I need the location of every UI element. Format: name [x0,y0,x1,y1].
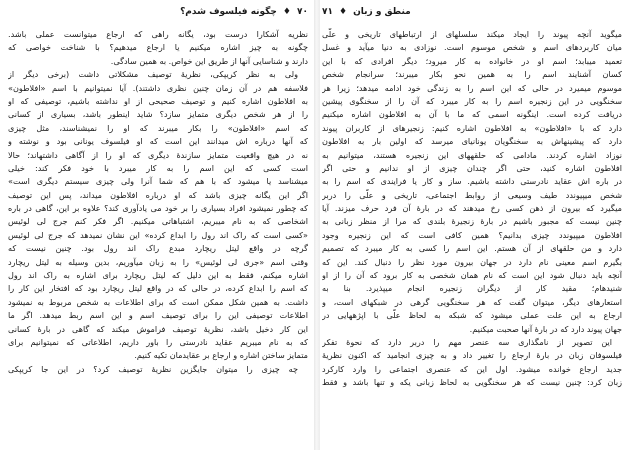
header-bullet: ♦ [282,7,291,17]
text-line: ولی به نظر کریپکی، نظریهٔ توصیف مشکلاتی داشت (برخی دیگر از [8,69,298,80]
page-header [8,0,308,20]
text-line: گرچه در واقع لیتل ریچارد مبدع راک اند رول بود. چنین نیست که [8,243,308,254]
text-line: وقتی اسم «جری لی لوئیس» را به زبان میآوریم، بدین وسیله به لیتل ریچارد [8,256,308,267]
text-line: دارد که با «افلاطون» به افلاطون اشاره کنیم: زنجیرهای از کاربران پیوند [322,122,622,133]
text-line: میگوید آنچه پیوند را ایجاد میکند سلسلهای از ارتباطهای تاریخی و علّی [322,29,622,39]
book-gutter [314,0,320,450]
text-line: زبان کرد: چنین نیست که هر سخنگویی به لحاظ زبانی یکه و تنها باشد و فقط [322,377,622,388]
text-line: فلاسفه هم در آن زمان چنین نظری داشتند). آیا نمیتوانیم با اسم «افلاطون» [8,82,308,93]
text-line: «کسی است که راک اند رول را ابداع کرده» این نشان نمیدهد که جرج لی لوئیس [8,229,308,240]
text-line: آنچه باید دنبال شود این است که نام همان شخصی به کار برود که آن را از او [322,270,622,281]
chapter-title: منطق و زبان [353,7,411,17]
text-line: افلاطون اشاره کنید، حتی اگر چندان چیزی از او ندانیم و حتی اگر [322,162,622,173]
text-line: این کار دخیل باشد، نظریهٔ توصیف فراموش میکند که گاهی در بارهٔ کسانی [8,323,308,334]
text-line: که آنها درباره اش میدانند این است که او فیلسوف یونانی بود و نوشته و [8,136,308,147]
text-line: نوزاد اشاره کردند. مادامی که حلقههای این زنجیره هستند، میتوانیم به [322,149,622,160]
text-line: که اسم را ابداع کرده، در حالی که در واقع لیتل ریچارد بود که افتخار این کار را [8,283,308,294]
text-line: نه در هیچ واقعیت متمایز سازندهٔ دیگری که او را از آگاهی داشتهاند؛ حالا [8,149,308,160]
page-number: ۷۰ [297,7,308,17]
text-line: دارند و شناسایی آنها از طریق این خواص. به همین سادگی. [110,55,308,66]
text-line: استعارهای دیگر، میتوان گفت که هر سخنگویی گرهی در شبکهای است، و [322,296,622,307]
text-line: که چطور نمیشود افراد بسیاری را بر خود می یادآوری کند؟ علاوه بر این، گاهی در باره [8,203,308,214]
text-line: تعمید میبابد؛ اسم او در خانواده به کار میرود؛ دیگر افرادی که با این [322,55,622,66]
text-line: میگیرد که بیرون از ذهن کسی رخ میدهند که در بارهٔ آن فرد حرف میزند. آیا [322,203,622,214]
text-line: ارجاع به این علت عملی میشود که شبکه به لحاظ علّی با اپژههایی در [322,310,622,321]
page-body [8,28,308,376]
text-line: دارد و من حلقهای از آن هستم. این اسم را کسی به کار میبرد که تصمیم [322,243,622,254]
text-line: اگر این یگانه چیزی باشد که او درباره افلاطون میداند، پس این توصیف [8,189,308,200]
right-page [322,0,622,450]
text-line: کسان آشنایند اسم را به همین نحو بکار میبرند؛ سرانجام شخص [322,69,622,80]
text-line: دریافت کرده است. اینگونه اسمی که ما با آن به افلاطون اشاره میکنیم [322,109,622,120]
page-body [322,28,622,390]
text-line: متمایز ساختن اشاره و ارجاع بر عقایدمان تکیه کنیم. [134,350,308,361]
text-line: میشناسد یا میشود که با هم که شما آنرا ولی چیزی سیستم دیگری است» [8,176,308,187]
text-line: موسوم میمیرد در حالی که این اسم را به زندگی خود ادامه میدهد؛ زیرا هر [322,82,622,93]
text-line: در باره اش عقاید نادرستی داشته باشیم. ساز و کار یا فرایندی که اسم را به [322,176,622,187]
left-page [8,0,308,450]
header-bullet: ♦ [339,7,348,17]
text-line: سخنگویی در این زنجیره اسم را به کار میبرد که آن را از سخنگوی پیشین [322,95,622,106]
text-line: اطلاعات توصیفی این را برای توصیف اسم و این اسم ربط میدهد. اگر ما [8,310,308,321]
text-line: این تصویر از نامگذاری سه عنصر مهم را دربر دارد که نحوهٔ تفکر [322,336,612,347]
text-line: است کسی که این اسم را به کار میبرد با خود فکر کند: خیلی [8,162,308,173]
text-line: که اسم «افلاطون» را بکار میبرند که او را نمیشناسند، مثل چیزی [8,122,308,133]
text-line: بگیرم اسم معینی نام دارد در جهان بیرون مورد نظر را دنبال کند. این که [322,256,622,267]
text-line: جدید ارجاع خوانده میشود. اول این که عنصری اجتماعی را وارد کارکرد [322,363,622,374]
text-line: داشت. به همین شکل ممکن است که برای اطلاعات به شخص مربوط به نمیشود [8,296,308,307]
text-line: نظریه آشکارا درست بود، یگانه راهی که ارجاع میتوانست عملی باشد. [8,29,308,39]
text-line: میان کاربردهای اسم و شخص موسوم است. نوزادی به دنیا میآید و غسل [322,42,622,53]
text-line: افلاطون میپیوندد چیزی بدانیم؟ همین کافی است که این زنجیره وجود [322,229,622,240]
text-line: شنیدهام؛ مقید کار از دیگران زنجیره انجام میپذیرد. بنا به [322,283,622,294]
text-line: چنین نیست که مجبور باشیم در بارهٔ زنجیرهٔ بلندی که مرا از منظر زبانی به [322,216,622,227]
page-number: ۷۱ [322,7,333,17]
text-line: به افلاطون اشاره کنیم و توصیف صحیحی از او نداشته باشیم، توصیفی که او [8,95,308,106]
page-header [322,0,622,20]
text-line: اشخاصی که به نام میبریم، اشتباهاتی میکنیم. اگر فکر کنم جرج لی لوئیس [8,216,308,227]
text-line: شخص میپیوندد طیف وسیعی از روابط اجتماعی، تاریخی و علّی را دربر [322,189,622,200]
text-line: فیلسوفان زبان در بارهٔ ارجاع را تغییر داد و به چیزی انجامید که اکنون نظریهٔ [322,350,622,361]
text-line: دارد که پیشینهاش به سخنگویان یونانیای میرسد که اولین بار به افلاطون [322,136,622,147]
chapter-title: چگونه فیلسوف شدم؟ [180,7,277,17]
text-line: جهان پیوند دارد که در بارهٔ آنها صحبت میکنیم. [469,323,622,334]
text-line: چه چیزی را میتوان جایگزین نظریهٔ توصیف کرد؟ در این جا کریپکی [8,363,298,374]
text-line: چگونه به چیز اشاره میکنیم یا ارجاع میدهیم؟ با شناخت خواصی که [8,42,308,53]
text-line: اشاره میکنم، فقط به این دلیل که لیتل ریچارد برای اشاره به راک اند رول [8,270,308,281]
text-line: را از هر شخص دیگری متمایز سازد؟ شاید اینطور باشد، بسیاری از کسانی [8,109,308,120]
text-line: که به نام میبریم عقاید نادرستی را باور داریم، اطلاعاتی که نمیتوانیم برای [8,336,308,347]
